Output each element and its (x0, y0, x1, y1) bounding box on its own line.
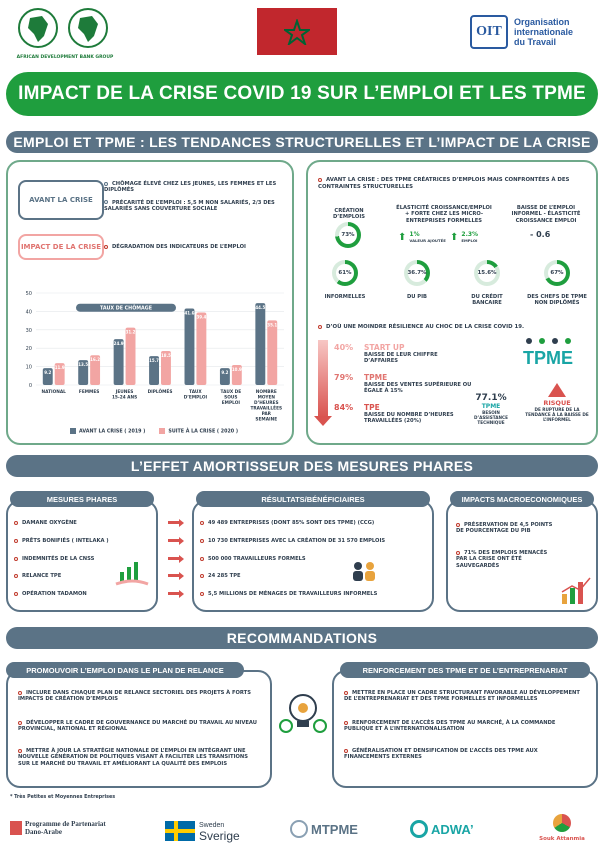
x-tick-label: JEUNES (115, 390, 134, 395)
up-arrow-icon: ⬆ (450, 231, 459, 243)
mesure-item-2: PRÊTS BONIFIÉS ( INTELAKA ) (14, 538, 124, 544)
people-icon (350, 560, 380, 582)
bar-value-label: 13.5 (78, 362, 89, 368)
bar-suite-5 (196, 313, 206, 385)
elasticite-v2-sub: EMPLOI (461, 238, 478, 243)
oit-title-1: Organisation (514, 17, 570, 27)
x-tick-label: SOUS (224, 395, 238, 401)
resultat-item-2: 10 730 ENTREPRISES AVEC LA CRÉATION DE 31 570 EMPLOIS (200, 538, 430, 544)
lightbulb-gear-icon (276, 688, 330, 736)
bar-value-label: 15.7 (149, 358, 159, 364)
oit-title-2: internationale (514, 27, 574, 37)
bullet-icon (200, 539, 204, 543)
x-tick-label: DIPLÔMÉS (147, 390, 173, 395)
bullet-icon (344, 721, 348, 725)
bar-avant-5 (185, 308, 195, 385)
y-tick-label: 40 (25, 309, 32, 316)
logo-dano-arabe: Programme de Partenariat Dano-Arabe (10, 820, 106, 836)
elasticite-v2: 2.3% (461, 231, 479, 238)
reco-item-right_items-2: RENFORCEMENT DE L’ACCÈS DES TPME AU MARCHÉ, À LA COMMANDE PUBLIQUE ET À L’INTERNATIONALISATION (344, 720, 556, 733)
logo-adwa: ADWA’ (410, 820, 474, 838)
bar-suite-3 (126, 328, 136, 385)
baisse-label: BAISSE DE L’EMPLOI INFORMEL - ÉLASTICITÉ CROISSANCE EMPLOI (511, 205, 581, 224)
mtpme-emblem-icon (290, 820, 308, 838)
bar-value-label: 16.2 (90, 357, 101, 363)
mesure-item-4: RELANCE TPE (14, 573, 124, 579)
bar-value-label: 9.2 (221, 370, 229, 376)
bullet-icon (14, 557, 18, 561)
bullet-icon (318, 325, 322, 329)
bar-value-label: 18.5 (161, 352, 171, 358)
x-tick-label: 15-24 ANS (111, 395, 138, 401)
creation-label: CRÉATION D’EMPLOIS (333, 208, 365, 221)
reco-item-left_items-2: DÉVELOPPER LE CADRE DE GOUVERNANCE DU MARCHÉ DU TRAVAIL AU NIVEAU PROVINCIAL, NATIONAL ET RÉGIONAL (18, 720, 257, 733)
unemployment-bar-chart (14, 285, 290, 425)
bullet-icon (200, 521, 204, 525)
bullet-icon (104, 245, 108, 249)
impact-item-2: 71% DES EMPLOIS MENACÉS PAR LA CRISE ONT ÉTÉ SAUVEGARDÉS (456, 550, 548, 569)
bullet-icon (18, 721, 22, 725)
bar-value-label: 31.2 (125, 329, 136, 335)
bar-avant-7 (255, 303, 265, 385)
bullet-icon (14, 574, 18, 578)
chart-legend (70, 428, 270, 435)
x-tick-label: TAUX (189, 390, 202, 395)
donut-label-2: DU PIB (406, 294, 427, 300)
down-arrow-icon (318, 340, 328, 418)
star-icon (284, 19, 310, 45)
bar-value-label: 35.1 (267, 322, 278, 328)
x-tick-label: MOYEN (257, 395, 275, 401)
bullet-icon (200, 574, 204, 578)
logo-mtpme: MTPME (290, 820, 358, 838)
section1-title: EMPLOI ET TPME : LES TENDANCES STRUCTURELLES ET L’IMPACT DE LA CRISE (6, 131, 598, 153)
bullet-icon (18, 749, 22, 753)
bar-value-label: 11.9 (54, 365, 65, 371)
bullet-icon (456, 523, 460, 527)
x-tick-label: TAUX DE (220, 390, 242, 395)
avant-point-2: PRÉCARITÉ DE L’EMPLOI : 5,5 M NON SALARIÉS, 2/3 DES SALARIÉS SANS COUVERTURE SOCIALE (104, 199, 275, 213)
x-tick-label: EMPLOI (221, 401, 240, 406)
resilience-item-1: 40% START UP BAISSE DE LEUR CHIFFRE D’AFFAIRES (334, 343, 438, 364)
morocco-flag (257, 8, 337, 55)
donut-label-3: DU CRÉDIT BANCAIRE (471, 294, 503, 307)
partnership-icon (10, 821, 22, 835)
x-tick-label: D’EMPLOI (183, 395, 208, 401)
mesure-item-3: INDEMNITÉS DE LA CNSS (14, 556, 124, 562)
x-tick-label: TRAVAILLÉES (250, 406, 283, 412)
x-tick-label: SEMAINE (255, 417, 278, 423)
y-tick-label: 20 (25, 346, 32, 353)
oit-title-3: du Travail (514, 37, 557, 47)
mesures-title: MESURES PHARES (10, 491, 154, 507)
bullet-icon (18, 691, 22, 695)
donut-2: 36.7% (404, 260, 430, 286)
risque-block: RISQUE DE RUPTURE DE LA TENDANCE À LA BAISSE DE L’INFORMEL (522, 383, 592, 422)
resultat-item-3: 500 000 TRAVAILLEURS FORMELS (200, 556, 430, 562)
creation-donut: 73% (335, 222, 361, 248)
y-tick-label: 30 (25, 327, 32, 334)
reco-item-left_items-1: INCLURE DANS CHAQUE PLAN DE RELANCE SECTORIEL DES PROJETS À FORTS IMPACTS DE CRÉATION D’EMPLOIS (18, 690, 251, 703)
adwa-emblem-icon (410, 820, 428, 838)
donut-label-1: INFORMELLES (324, 294, 366, 300)
mesure-item-5: OPÉRATION TADAMON (14, 591, 124, 597)
bullet-icon (14, 539, 18, 543)
tpme-logo: TPME (518, 338, 578, 372)
warning-icon (548, 383, 566, 397)
elasticite-v1-sub: VALEUR AJOUTÉE (409, 238, 446, 243)
arrow-right-icon (168, 592, 180, 595)
bullet-icon (200, 592, 204, 596)
avant-label: AVANT LA CRISE (29, 196, 93, 204)
bullet-icon (344, 749, 348, 753)
y-tick-label: 0 (28, 383, 32, 389)
arrow-right-icon (168, 574, 180, 577)
elasticite-label: ÉLASTICITÉ CROISSANCE/EMPLOI + FORTE CHEZ LES MICRO-ENTREPRISES FORMELLES (396, 205, 492, 224)
souk-emblem-icon (553, 814, 571, 832)
bullet-icon (14, 592, 18, 596)
growth-plant-icon (114, 556, 150, 586)
x-tick-label: FEMMES (78, 390, 100, 395)
x-tick-label: PAR (261, 412, 271, 417)
chart-title: TAUX DE CHÔMAGE (100, 306, 152, 312)
bar-value-label: 39.4 (196, 314, 207, 320)
logo-souk-attanmia: Souk Attanmia (530, 814, 594, 842)
impact-label: IMPACT DE LA CRISE (20, 243, 102, 251)
mesure-item-1: DAMANE OXYGÈNE (14, 520, 124, 526)
impact-point-1: DÉGRADATION DES INDICATEURS DE L’EMPLOI (104, 244, 286, 250)
donut-1: 61% (332, 260, 358, 286)
sweden-flag-icon (165, 821, 195, 841)
main-title: IMPACT DE LA CRISE COVID 19 SUR L’EMPLOI ET LES TPME (6, 72, 598, 116)
bar-value-label: 9.2 (44, 370, 52, 376)
business-chart-icon (560, 576, 592, 606)
afdb-logo (10, 6, 120, 58)
bullet-icon (200, 557, 204, 561)
impact-item-1: PRÉSERVATION DE 4,5 POINTS DE POURCENTAGE DU PIB (456, 522, 553, 535)
legend-avant: AVANT LA CRISE ( 2019 ) (79, 429, 146, 435)
reco-right-title: RENFORCEMENT DES TPME ET DE L’ENTREPRENARIAT (340, 662, 590, 678)
reco-item-right_items-1: METTRE EN PLACE UN CADRE STRUCTURANT FAVORABLE AU DÉVELOPPEMENT DE L’ENTREPRENARIAT ET DES TPME FORMELLES ET INFORMELLES (344, 690, 580, 703)
bar-suite-7 (267, 320, 277, 385)
bullet-icon (344, 691, 348, 695)
section3-title: RECOMMANDATIONS (6, 627, 598, 649)
resilience-item-3: 84% TPE BAISSE DU NOMBRE D’HEURES TRAVAILLÉES (20%) (334, 403, 454, 424)
bullet-icon (318, 178, 322, 182)
reco-item-right_items-3: GÉNÉRALISATION ET DENSIFICATION DE L’ACCÈS DES TPME AUX FINANCEMENTS EXTERNES (344, 748, 538, 761)
legend-avant-swatch (70, 428, 76, 434)
impact-label-box (18, 234, 104, 260)
x-tick-label: NOMBRE (255, 390, 277, 395)
resilience-title: D’OÙ UNE MOINDRE RÉSILIENCE AU CHOC DE LA CRISE COVID 19. (318, 324, 588, 330)
section2-title: L’EFFET AMORTISSEUR DES MESURES PHARES (6, 455, 598, 477)
y-tick-label: 50 (25, 291, 32, 297)
resultat-item-4: 24 285 TPE (200, 573, 430, 579)
bar-value-label: 41.6 (184, 310, 195, 316)
resultat-item-1: 49 489 ENTREPRISES (DONT 85% SONT DES TPME) (CCG) (200, 520, 430, 526)
resultat-item-5: 5,5 MILLIONS DE MÉNAGES DE TRAVAILLEURS INFORMELS (200, 591, 430, 597)
bullet-icon (456, 551, 460, 555)
donut-label-4: DES CHEFS DE TPME NON DIPLÔMÉS (527, 294, 587, 307)
elasticite-v1: 1% (409, 231, 420, 238)
avant-label-box (18, 180, 104, 220)
resultats-title: RÉSULTATS/BÉNÉFICIAIRES (196, 491, 430, 507)
footnote: * Très Petites et Moyennes Entreprises (10, 795, 116, 800)
bar-value-label: 24.9 (113, 341, 124, 347)
afdb-emblem-icon (10, 6, 120, 50)
avant-point-1: CHÔMAGE ÉLEVÉ CHEZ LES JEUNES, LES FEMMES ET LES DIPLÔMÉS (104, 181, 277, 194)
bar-value-label: 10.9 (231, 366, 242, 372)
resilience-item-2: 79% TPME BAISSE DES VENTES SUPÉRIEURE OU ÉGALE À 15% (334, 373, 472, 394)
right-card-title: AVANT LA CRISE : DES TPME CRÉATRICES D’EMPLOIS MAIS CONFRONTÉES À DES CONTRAINTES STRUCTURELLES (318, 177, 570, 190)
arrow-right-icon (168, 521, 180, 524)
bullet-icon (104, 200, 108, 204)
bullet-icon (14, 521, 18, 525)
assistance-block: 77.1% TPME BESOIN D’ASSISTANCE TECHNIQUE (474, 393, 508, 425)
donut-3: 15.6% (474, 260, 500, 286)
impacts-title: IMPACTS MACROECONOMIQUES (450, 491, 594, 507)
x-tick-label: NATIONAL (41, 390, 66, 395)
reco-left-title: PROMOUVOIR L’EMPLOI DANS LE PLAN DE RELANCE (6, 662, 244, 678)
legend-suite-swatch (159, 428, 165, 434)
x-tick-label: D’HEURES (254, 401, 279, 406)
afdb-label: AFRICAN DEVELOPMENT BANK GROUP (16, 55, 114, 60)
up-arrow-icon: ⬆ (398, 231, 407, 243)
arrow-right-icon (168, 557, 180, 560)
donut-4: 67% (544, 260, 570, 286)
oit-emblem-icon: OIT (470, 15, 508, 49)
bullet-icon (104, 182, 108, 186)
arrow-right-icon (168, 539, 180, 542)
reco-item-left_items-3: METTRE À JOUR LA STRATÉGIE NATIONALE DE L’EMPLOI EN INTÉGRANT UNE NOUVELLE GÉNÉRATION DE POLITIQUES VISANT À FACILITER LES TRANSITIONS SUR LE MARCHÉ DU TRAVAIL ET AMÉLIORANT LA QUALITÉ DES EMPLOIS (18, 748, 249, 767)
legend-suite: SUITE À LA CRISE ( 2020 ) (168, 429, 239, 435)
baisse-value: - 0.6 (530, 230, 551, 239)
people-network-icon (522, 338, 574, 346)
logo-sweden: Sweden Sverige (165, 820, 240, 842)
bar-value-label: 44.5 (255, 305, 266, 311)
y-tick-label: 10 (25, 364, 32, 371)
oit-logo (470, 12, 600, 52)
